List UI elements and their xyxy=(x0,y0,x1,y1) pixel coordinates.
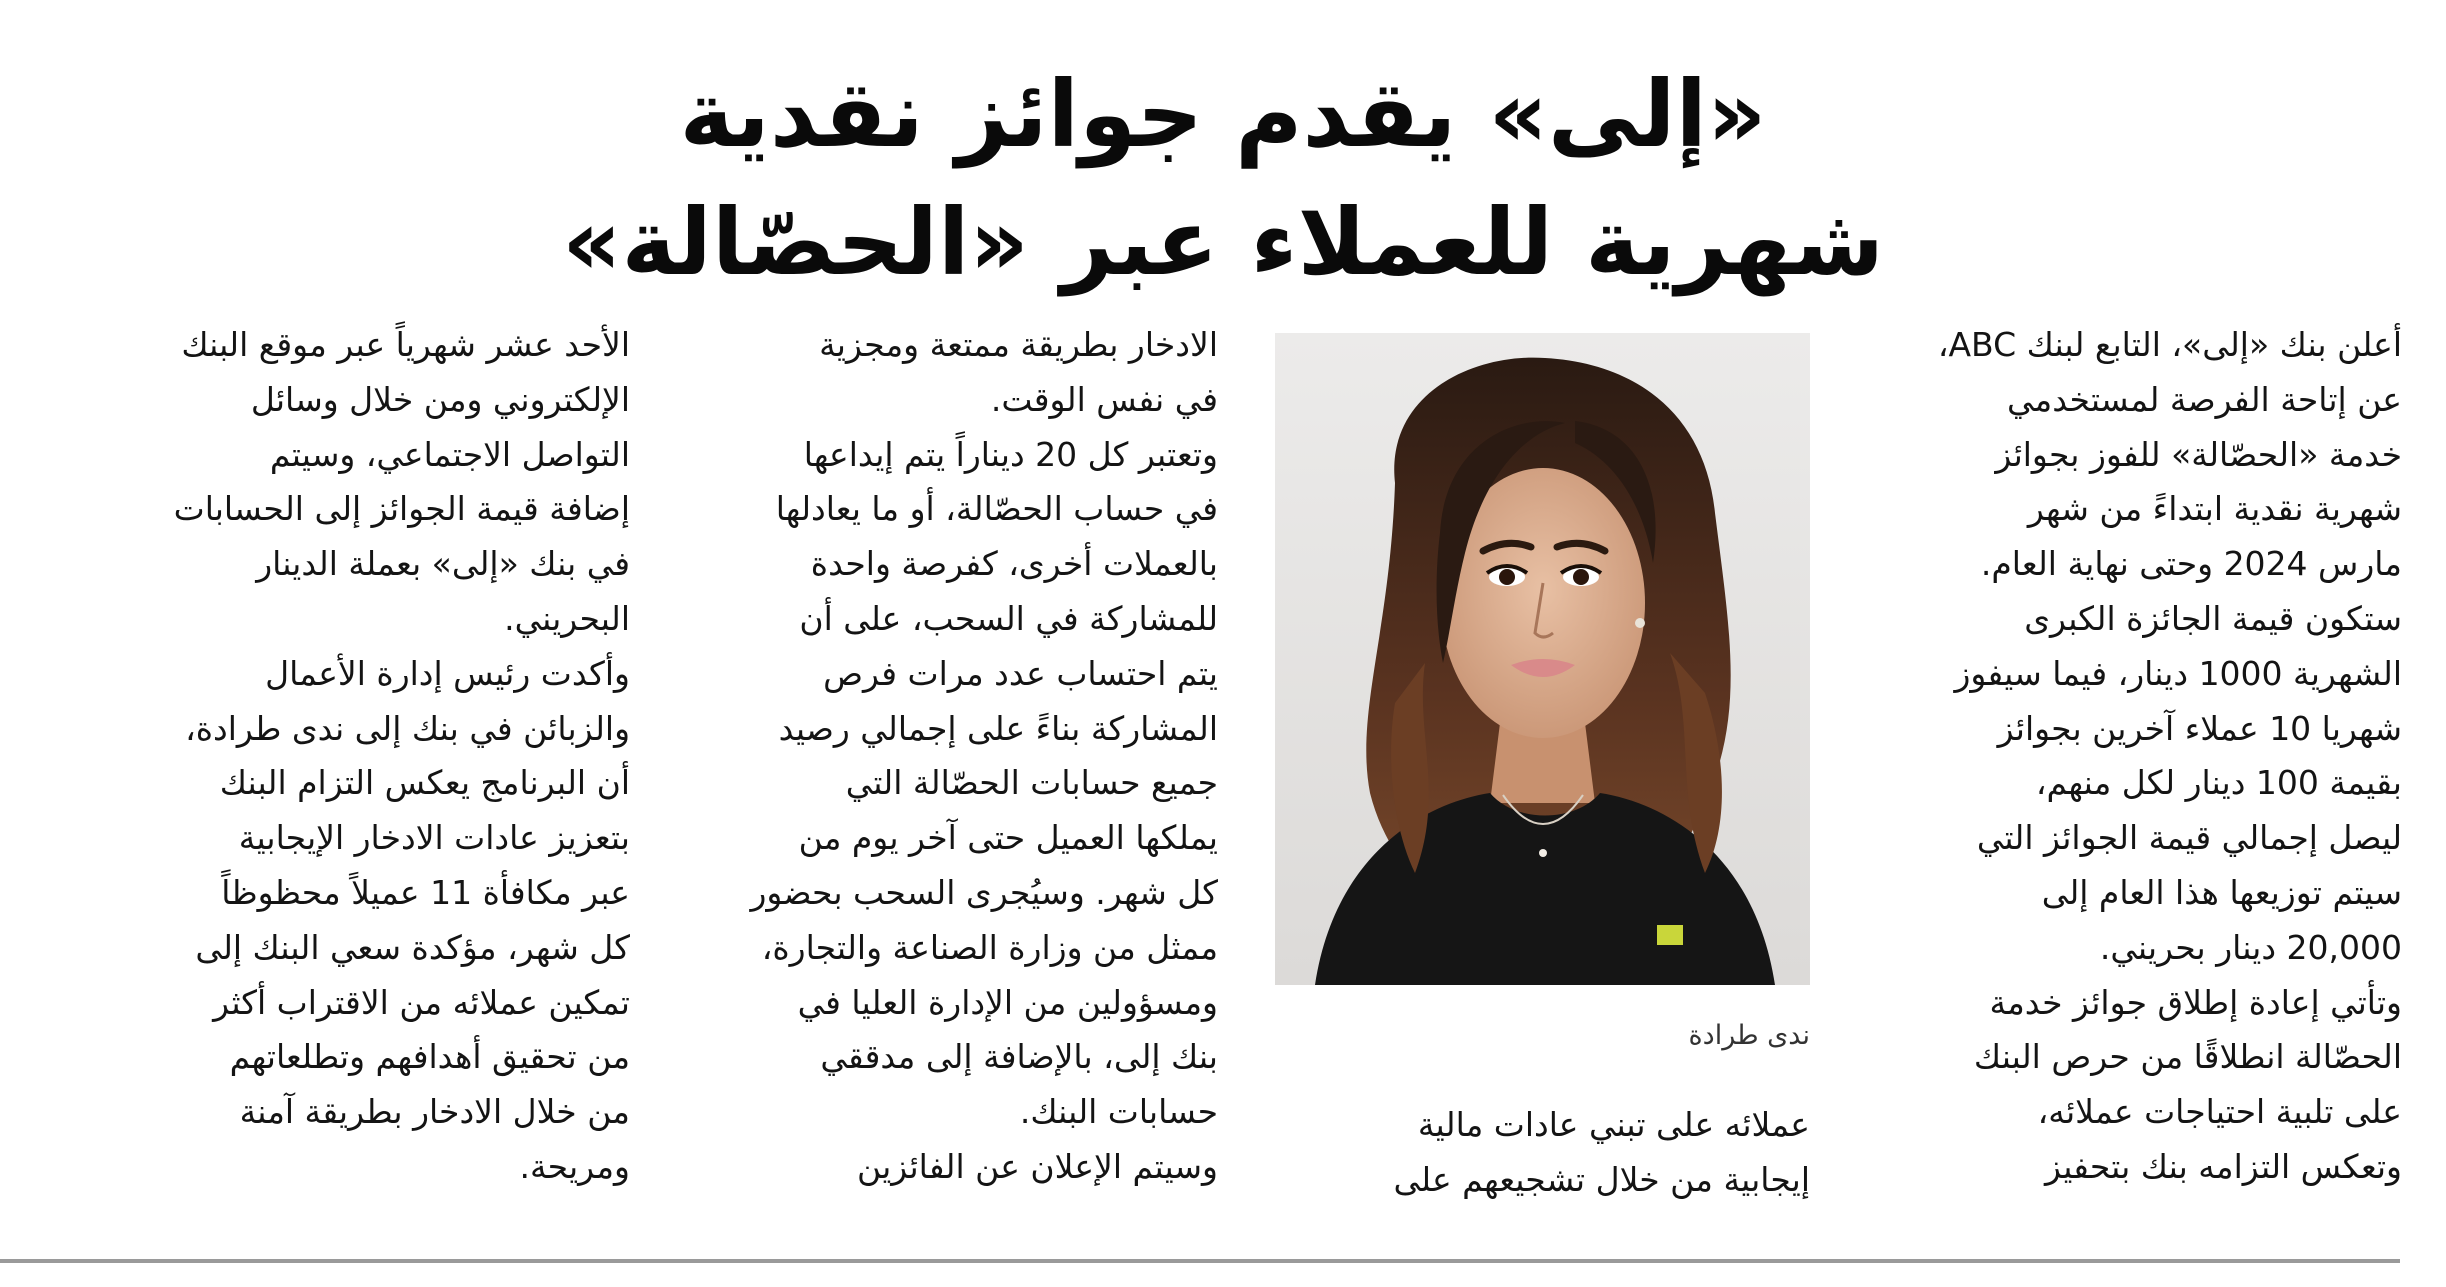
portrait-illustration xyxy=(1275,333,1810,985)
column-3-text: الادخار بطريقة ممتعة ومجزية في نفس الوقت. وتعتبر كل 20 ديناراً يتم إيداعها في حساب الحصّالة، أو ما يعادلها بالعملات أخرى، كفرصة واحدة للمشاركة في السحب، على أن يتم احتساب عدد مرات فرص المشاركة بناءً على إجمالي رصيد جميع حسابات الحصّالة التي يملكها العميل حتى آخر يوم من كل شهر. وسيُجرى السحب بحضور ممثل من وزارة الصناعة والتجارة، ومسؤولين من الإدارة العليا في بنك إلى، بالإضافة إلى مدققي حسابات البنك. وسيتم الإعلان عن الفائزين xyxy=(750,325,1218,1186)
bottom-divider xyxy=(0,1259,2400,1263)
headline-line-2: شهرية للعملاء عبر «الحصّالة» xyxy=(562,189,1884,297)
article-headline xyxy=(200,51,2246,307)
column-2-text: عملائه على تبني عادات مالية إيجابية من خلال تشجيعهم على xyxy=(1393,1105,1810,1199)
article-column-3 xyxy=(680,318,1218,1195)
headline-line-1: «إلى» يقدم جوائز نقدية xyxy=(679,61,1767,169)
column-4-text: الأحد عشر شهرياً عبر موقع البنك الإلكتروني ومن خلال وسائل التواصل الاجتماعي، وسيتم إضافة قيمة الجوائز إلى الحسابات في بنك «إلى» بعملة الدينار البحريني. وأكدت رئيس إدارة الأعمال والزبائن في بنك إلى ندى طرادة، أن البرنامج يعكس التزام البنك بتعزيز عادات الادخار الإيجابية عبر مكافأة 11 عميلاً محظوظاً كل شهر، مؤكدة سعي البنك إلى تمكين عملائه من الاقتراب أكثر من تحقيق أهدافهم وتطلعاتهم من خلال الادخار بطريقة آمنة ومريحة. xyxy=(173,325,630,1186)
portrait-photo xyxy=(1275,333,1810,985)
column-1-text: أعلن بنك «إلى»، التابع لبنك ABC، عن إتاحة الفرصة لمستخدمي خدمة «الحصّالة» للفوز بجوائز شهرية نقدية ابتداءً من شهر مارس 2024 وحتى نهاية العام. ستكون قيمة الجائزة الكبرى الشهرية 1000 دينار، فيما سيفوز شهريا 10 عملاء آخرين بجوائز بقيمة 100 دينار لكل منهم، ليصل إجمالي قيمة الجوائز التي سيتم توزيعها هذا العام إلى 20,000 دينار بحريني. وتأتي إعادة إطلاق جوائز خدمة الحصّالة انطلاقًا من حرص البنك على تلبية احتياجات عملائه، وتعكس التزامه بنك بتحفيز xyxy=(1937,325,2402,1186)
article-column-4 xyxy=(90,318,630,1195)
article-column-1 xyxy=(1862,318,2402,1195)
article-column-2 xyxy=(1270,1098,1810,1208)
photo-caption: ندى طرادة xyxy=(1688,1020,1810,1051)
